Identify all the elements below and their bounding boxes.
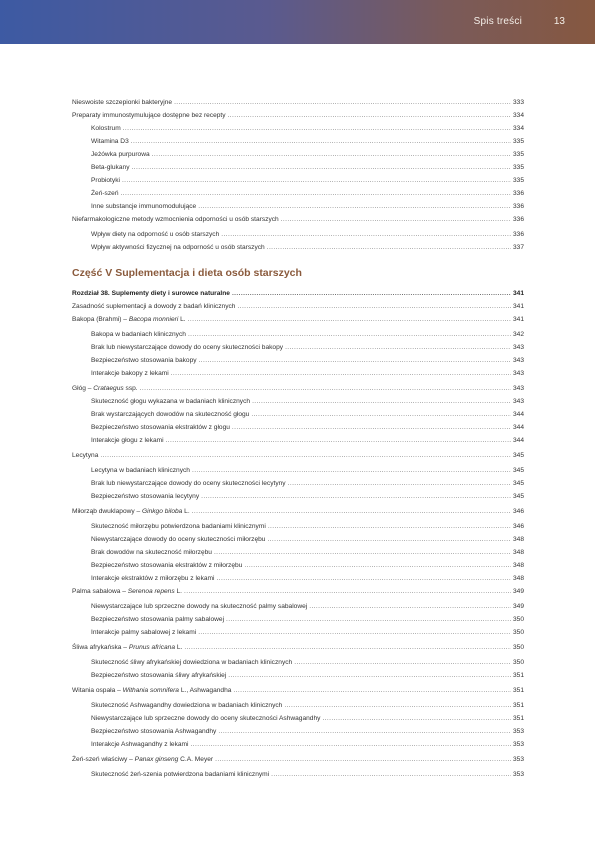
toc-page-number: 337 (512, 244, 524, 251)
toc-entry-title: Bakopa (Brahmi) – Bacopa monnieri L. (72, 316, 186, 323)
table-of-contents (72, 96, 524, 781)
dot-leader (121, 187, 511, 200)
toc-page-number: 344 (512, 411, 524, 418)
toc-page-number: 348 (512, 562, 524, 569)
toc-entry-title: Bezpieczeństwo stosowania ekstraktów z miłorzębu (91, 562, 243, 569)
toc-page-number: 336 (512, 190, 524, 197)
toc-page-number: 335 (512, 177, 524, 184)
toc-entry[interactable] (72, 148, 524, 161)
toc-entry-title: Probiotyki (91, 177, 120, 184)
toc-page-number: 350 (512, 616, 524, 623)
toc-page-number: 341 (512, 316, 524, 323)
toc-entry-title: Śliwa afrykańska – Prunus africana L. (72, 644, 183, 651)
toc-page-number: 348 (512, 536, 524, 543)
toc-entry-title: Preparaty immunostymulujące dostępne bez recepty (72, 112, 226, 119)
toc-page-number: 335 (512, 164, 524, 171)
toc-entry-title: Interakcje głogu z lekami (91, 437, 164, 444)
toc-entry[interactable] (72, 367, 524, 380)
dot-leader (284, 699, 511, 712)
dot-leader (218, 725, 511, 738)
toc-entry-title: Brak lub niewystarczające dowody do oceny skuteczności bakopy (91, 344, 284, 351)
toc-page-number: 348 (512, 549, 524, 556)
toc-top-list (72, 96, 524, 254)
dot-leader (192, 505, 511, 518)
toc-entry-title: Nieswoiste szczepionki bakteryjne (72, 99, 173, 106)
toc-page-number: 350 (512, 629, 524, 636)
toc-entry[interactable] (72, 712, 524, 725)
toc-page-number: 336 (512, 216, 524, 223)
toc-page-number: 353 (512, 728, 524, 735)
toc-page-number: 350 (512, 659, 524, 666)
toc-entry-title: Interakcje palmy sabalowej z lekami (91, 629, 197, 636)
toc-entry-title: Lecytyna w badaniach klinicznych (91, 467, 190, 474)
dot-leader (191, 738, 511, 751)
toc-entry-title: Beta-glukany (91, 164, 130, 171)
toc-entry-title: Bezpieczeństwo stosowania palmy sabalowej (91, 616, 225, 623)
toc-bottom-list (72, 287, 524, 781)
dot-leader (267, 241, 511, 254)
dot-leader (123, 122, 511, 135)
section-title: Spis treści (473, 16, 522, 27)
toc-page-number: 341 (512, 290, 524, 297)
toc-page-number: 344 (512, 437, 524, 444)
toc-page-number: 345 (512, 493, 524, 500)
toc-entry-title: Lecytyna (72, 452, 99, 459)
toc-entry-title: Niewystarczające lub sprzeczne dowody do oceny skuteczności Ashwagandhy (91, 715, 321, 722)
dot-leader (199, 354, 511, 367)
dot-leader (228, 669, 511, 682)
toc-entry-title: Interakcje ekstraktów z miłorzębu z lekami (91, 575, 215, 582)
dot-leader (322, 712, 511, 725)
toc-page-number: 353 (512, 756, 524, 763)
toc-entry[interactable] (72, 341, 524, 354)
toc-entry-title: Witania ospała – Withania somnifera L., Ashwagandha (72, 687, 232, 694)
toc-entry[interactable] (72, 328, 524, 341)
toc-entry-title: Brak dowodów na skuteczność miłorzębu (91, 549, 212, 556)
part-heading: Część V Suplementacja i dieta osób starszych (72, 267, 302, 279)
toc-page-number: 335 (512, 138, 524, 145)
toc-entry-title: Bakopa w badaniach klinicznych (91, 331, 186, 338)
toc-entry-title: Żeń-szeń (91, 190, 119, 197)
toc-entry[interactable] (72, 464, 524, 477)
toc-entry-title: Bezpieczeństwo stosowania ekstraktów z głogu (91, 424, 230, 431)
toc-entry-title: Jeżówka purpurowa (91, 151, 150, 158)
toc-entry-title: Brak lub niewystarczające dowody do oceny skuteczności lecytyny (91, 480, 286, 487)
toc-entry[interactable] (72, 287, 524, 300)
toc-entry[interactable] (72, 213, 524, 226)
toc-entry[interactable] (72, 382, 524, 395)
toc-entry[interactable] (72, 656, 524, 669)
toc-entry[interactable] (72, 313, 524, 326)
dot-leader (215, 753, 511, 766)
latin-name: Ginkgo biloba (142, 508, 183, 515)
toc-page-number: 351 (512, 672, 524, 679)
toc-entry[interactable] (72, 109, 524, 122)
toc-entry[interactable] (72, 395, 524, 408)
dot-leader (198, 200, 511, 213)
toc-entry[interactable] (72, 753, 524, 766)
latin-name: Crataegus (93, 385, 124, 392)
toc-page-number: 345 (512, 452, 524, 459)
toc-entry[interactable] (72, 490, 524, 503)
toc-page-number: 348 (512, 575, 524, 582)
dot-leader (285, 341, 511, 354)
toc-page-number: 349 (512, 588, 524, 595)
latin-name: Bacopa monnieri (128, 316, 179, 323)
dot-leader (271, 768, 511, 781)
toc-entry[interactable] (72, 477, 524, 490)
toc-entry-title: Kolostrum (91, 125, 121, 132)
toc-entry-title: Bezpieczeństwo stosowania bakopy (91, 357, 197, 364)
toc-entry-title: Witamina D3 (91, 138, 129, 145)
toc-entry[interactable] (72, 408, 524, 421)
latin-name: Prunus africana (128, 644, 175, 651)
toc-page-number: 351 (512, 715, 524, 722)
toc-entry-title: Rozdział 38. Suplementy diety i surowce naturalne (72, 290, 230, 297)
toc-entry[interactable] (72, 505, 524, 518)
toc-entry[interactable] (72, 641, 524, 654)
toc-page-number: 349 (512, 603, 524, 610)
toc-entry-title: Palma sabalowa – Serenoa repens L. (72, 588, 182, 595)
dot-leader (140, 382, 511, 395)
dot-leader (252, 395, 511, 408)
toc-entry[interactable] (72, 520, 524, 533)
toc-entry-title: Wpływ aktywności fizycznej na odporność u osób starszych (91, 244, 265, 251)
dot-leader (131, 135, 511, 148)
toc-entry[interactable] (72, 135, 524, 148)
toc-page-number: 342 (512, 331, 524, 338)
dot-leader (171, 367, 511, 380)
dot-leader (309, 600, 511, 613)
page-number: 13 (553, 16, 565, 27)
toc-entry-title: Miłorząb dwuklapowy – Ginkgo biloba L. (72, 508, 190, 515)
dot-leader (184, 641, 511, 654)
toc-entry-title: Niewystarczające dowody do oceny skuteczności miłorzębu (91, 536, 266, 543)
toc-page-number: 336 (512, 203, 524, 210)
toc-page-number: 353 (512, 741, 524, 748)
toc-entry[interactable] (72, 421, 524, 434)
toc-entry-title: Skuteczność głogu wykazana w badaniach klinicznych (91, 398, 251, 405)
toc-entry-title: Interakcje bakopy z lekami (91, 370, 169, 377)
dot-leader (198, 626, 511, 639)
dot-leader (214, 546, 511, 559)
dot-leader (192, 464, 511, 477)
dot-leader (232, 421, 511, 434)
toc-page-number: 333 (512, 99, 524, 106)
dot-leader (232, 287, 511, 300)
dot-leader (268, 520, 511, 533)
toc-entry-title: Skuteczność miłorzębu potwierdzona badaniami klinicznymi (91, 523, 266, 530)
dot-leader (201, 490, 511, 503)
dot-leader (122, 174, 511, 187)
toc-entry-title: Skuteczność śliwy afrykańskiej dowiedziona w badaniach klinicznych (91, 659, 293, 666)
dot-leader (267, 533, 511, 546)
dot-leader (217, 572, 511, 585)
latin-name: Serenoa repens (127, 588, 175, 595)
toc-entry[interactable] (72, 449, 524, 462)
toc-entry[interactable] (72, 228, 524, 241)
toc-entry[interactable] (72, 626, 524, 639)
toc-entry[interactable] (72, 546, 524, 559)
dot-leader (233, 684, 511, 697)
toc-entry-title: Bezpieczeństwo stosowania śliwy afrykańskiej (91, 672, 227, 679)
toc-entry[interactable] (72, 241, 524, 254)
dot-leader (152, 148, 511, 161)
toc-entry[interactable] (72, 559, 524, 572)
toc-entry[interactable] (72, 738, 524, 751)
toc-page-number: 351 (512, 687, 524, 694)
dot-leader (288, 477, 511, 490)
toc-entry-title: Głóg – Crataegus ssp. (72, 385, 138, 392)
toc-entry[interactable] (72, 669, 524, 682)
header-banner (0, 0, 595, 44)
toc-entry[interactable] (72, 600, 524, 613)
toc-entry-title: Skuteczność Ashwagandhy dowiedziona w badaniach klinicznych (91, 702, 283, 709)
toc-entry[interactable] (72, 613, 524, 626)
dot-leader (251, 408, 511, 421)
dot-leader (228, 109, 511, 122)
toc-entry[interactable] (72, 572, 524, 585)
toc-entry[interactable] (72, 434, 524, 447)
toc-page-number: 341 (512, 303, 524, 310)
dot-leader (100, 449, 511, 462)
toc-entry[interactable] (72, 174, 524, 187)
toc-entry-title: Interakcje Ashwagandhy z lekami (91, 741, 189, 748)
toc-page-number: 353 (512, 771, 524, 778)
dot-leader (132, 161, 511, 174)
toc-entry-title: Wpływ diety na odporność u osób starszych (91, 231, 220, 238)
latin-name: Withania somnifera (122, 687, 179, 694)
toc-entry-title: Brak wystarczających dowodów na skuteczność głogu (91, 411, 250, 418)
toc-entry[interactable] (72, 699, 524, 712)
toc-entry-title: Żeń-szeń właściwy – Panax ginseng C.A. Meyer (72, 756, 214, 763)
dot-leader (244, 559, 511, 572)
toc-entry-title: Skuteczność żeń-szenia potwierdzona badaniami klinicznymi (91, 771, 270, 778)
toc-page-number: 335 (512, 151, 524, 158)
toc-entry[interactable] (72, 684, 524, 697)
toc-page-number: 351 (512, 702, 524, 709)
toc-entry[interactable] (72, 96, 524, 109)
toc-page-number: 343 (512, 385, 524, 392)
toc-page-number: 334 (512, 125, 524, 132)
toc-page-number: 346 (512, 523, 524, 530)
toc-page-number: 334 (512, 112, 524, 119)
dot-leader (184, 585, 511, 598)
toc-page-number: 345 (512, 480, 524, 487)
latin-name: Panax ginseng (134, 756, 179, 763)
dot-leader (281, 213, 511, 226)
toc-entry[interactable] (72, 768, 524, 781)
dot-leader (294, 656, 511, 669)
dot-leader (226, 613, 511, 626)
toc-entry[interactable] (72, 533, 524, 546)
toc-page-number: 343 (512, 398, 524, 405)
dot-leader (166, 434, 511, 447)
toc-page-number: 345 (512, 467, 524, 474)
toc-entry-title: Bezpieczeństwo stosowania Ashwagandhy (91, 728, 217, 735)
toc-entry-title: Niefarmakologiczne metody wzmocnienia odporności u osób starszych (72, 216, 279, 223)
toc-entry[interactable] (72, 187, 524, 200)
toc-entry-title: Niewystarczające lub sprzeczne dowody na skuteczność palmy sabalowej (91, 603, 308, 610)
dot-leader (188, 313, 511, 326)
dot-leader (188, 328, 511, 341)
toc-entry[interactable] (72, 161, 524, 174)
toc-entry-title: Inne substancje immunomodulujące (91, 203, 197, 210)
dot-leader (174, 96, 511, 109)
toc-entry[interactable] (72, 122, 524, 135)
toc-page-number: 343 (512, 357, 524, 364)
toc-entry[interactable] (72, 354, 524, 367)
toc-entry[interactable] (72, 300, 524, 313)
toc-entry[interactable] (72, 200, 524, 213)
dot-leader (237, 300, 511, 313)
toc-entry[interactable] (72, 725, 524, 738)
toc-page-number: 343 (512, 344, 524, 351)
toc-entry[interactable] (72, 585, 524, 598)
toc-page-number: 336 (512, 231, 524, 238)
toc-page-number: 343 (512, 370, 524, 377)
dot-leader (221, 228, 511, 241)
toc-page-number: 344 (512, 424, 524, 431)
toc-entry-title: Zasadność suplementacji a dowody z badań klinicznych (72, 303, 236, 310)
toc-page-number: 350 (512, 644, 524, 651)
toc-entry-title: Bezpieczeństwo stosowania lecytyny (91, 493, 200, 500)
toc-page-number: 346 (512, 508, 524, 515)
